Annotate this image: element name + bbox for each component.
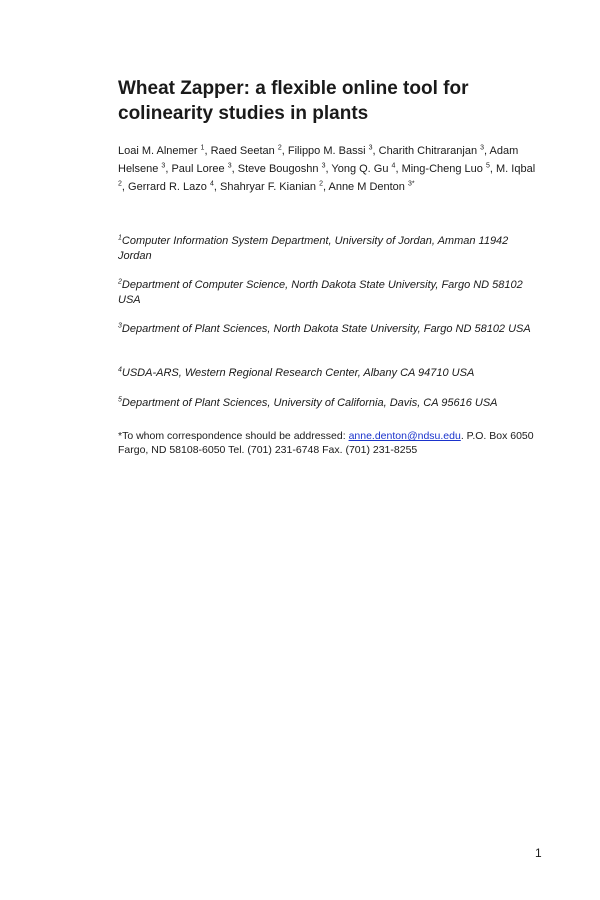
author-affiliation-mark: 3 [480, 144, 485, 152]
correspondence-details: . P.O. Box 6050 Fargo, ND 58108-6050 Tel. (701) 231-6748 Fax. (701) 231-8255 [118, 430, 534, 456]
affiliation-number: 4 [118, 366, 122, 374]
author-name: Raed Seetan [210, 145, 275, 157]
author-name: Yong Q. Gu [331, 163, 389, 175]
affiliation-number: 3 [118, 322, 122, 330]
affiliation-text: Department of Plant Sciences, University of California, Davis, CA 95616 USA [121, 397, 498, 409]
author-list: Loai M. Alnemer $^1$, Raed Seetan $^2$, Filippo M. Bassi $^3$, Charith Chitraranjan $^3$, Adam Helsene $^3$, Paul Loree $^3$, Steve Bougoshn $^3$, Yong Q. Gu $^4$, Ming-Cheng Luo $^5$, M. Iqbal $^2$, Gerrard R. Lazo $^4$, Shahryar F. Kianian $^2$, Anne M Denton $^{3*}$ [118, 144, 536, 193]
author [118, 145, 204, 157]
author-affiliation-mark: 3 [368, 144, 373, 152]
author [128, 181, 214, 193]
affiliation-4 [118, 366, 543, 381]
correspondence-prefix: *To whom correspondence should be addressed: [118, 430, 349, 442]
author-affiliation-mark: 1 [200, 144, 205, 152]
author [288, 145, 373, 157]
author-name: Charith Chitraranjan [378, 145, 478, 157]
author-affiliation-mark: 3 [161, 162, 166, 170]
affiliation-number: 1 [118, 234, 122, 242]
author-name: Steve Bougoshn [237, 163, 319, 175]
affiliation-number: 2 [118, 278, 122, 286]
author [328, 181, 414, 193]
author [379, 145, 484, 157]
affiliation-3 [118, 322, 543, 337]
correspondence-note [118, 429, 548, 457]
author-affiliation-mark: 2 [118, 180, 122, 188]
author-name: Shahryar F. Kianian [220, 181, 316, 193]
affiliation-text: Department of Plant Sciences, North Dakota State University, Fargo ND 58102 USA [121, 323, 531, 335]
author-affiliation-mark: 3 [227, 162, 232, 170]
author-affiliation-mark: 4 [209, 180, 214, 188]
paper-title: Wheat Zapper: a flexible online tool for colinearity studies in plants [118, 78, 469, 124]
affiliation-2 [118, 278, 543, 308]
author-affiliation-mark: 3* [407, 180, 415, 188]
author [171, 163, 231, 175]
author [402, 163, 490, 175]
affiliation-text: Computer Information System Department, University of Jordan, Amman 11942 Jordan [118, 235, 509, 262]
author-name: Ming-Cheng Luo [401, 163, 483, 175]
author-affiliation-mark: 2 [277, 144, 282, 152]
author-name: Loai M. Alnemer [118, 145, 198, 157]
author [238, 163, 326, 175]
affiliation-text: Department of Computer Science, North Dakota State University, Fargo ND 58102 USA [118, 279, 523, 306]
author-affiliation-mark: 2 [319, 180, 323, 188]
author-name: Adam Helsene [118, 145, 519, 175]
author-affiliation-mark: 3 [321, 162, 326, 170]
affiliation-text: USDA-ARS, Western Regional Research Center, Albany CA 94710 USA [121, 367, 475, 379]
page-number: 1 [535, 846, 542, 860]
author-affiliation-mark: 5 [485, 162, 490, 170]
author [211, 145, 282, 157]
author-name: Paul Loree [171, 163, 225, 175]
author [331, 163, 395, 175]
affiliation-5 [118, 396, 543, 411]
author-name: Gerrard R. Lazo [128, 181, 207, 193]
author [220, 181, 323, 193]
author-affiliation-mark: 4 [391, 162, 396, 170]
affiliation-number: 5 [118, 396, 122, 404]
author-name: M. Iqbal [496, 163, 536, 175]
author-name: Filippo M. Bassi [287, 145, 366, 157]
affiliation-1 [118, 234, 543, 264]
author-name: Anne M Denton [328, 181, 405, 193]
correspondence-email-link[interactable]: anne.denton@ndsu.edu [348, 430, 461, 442]
